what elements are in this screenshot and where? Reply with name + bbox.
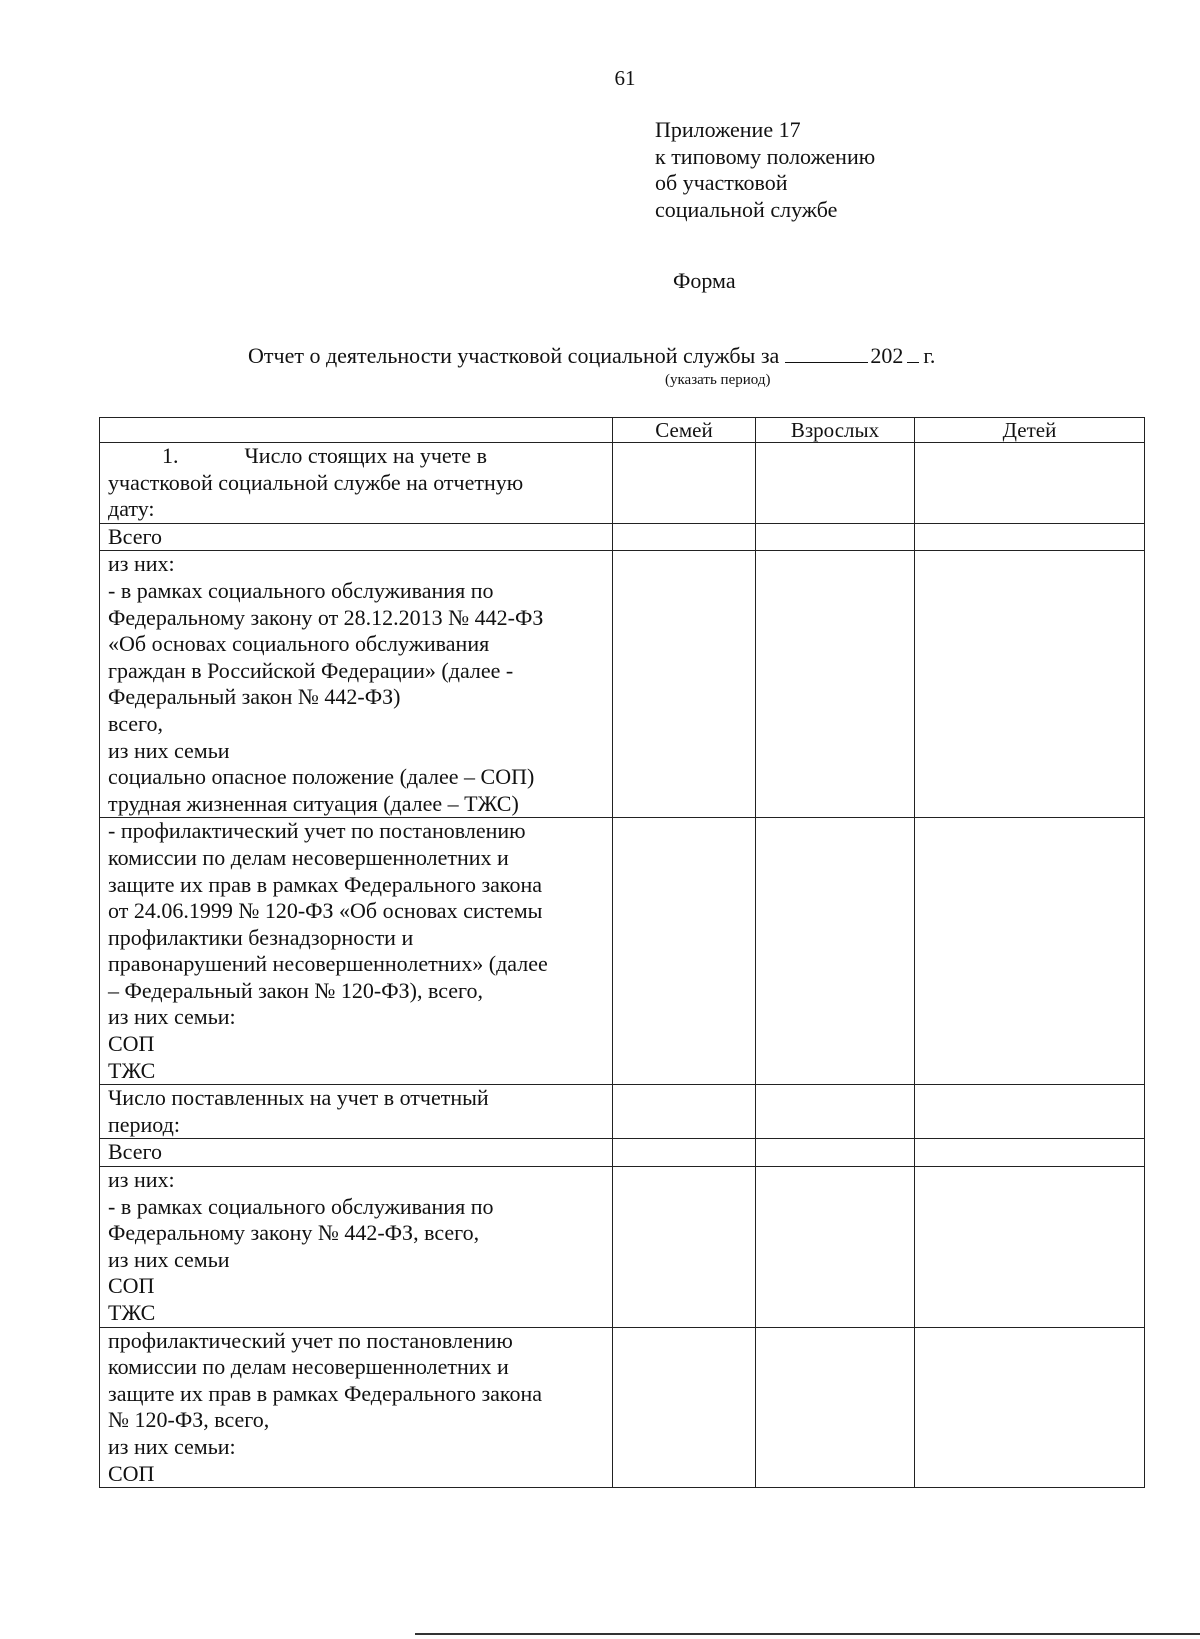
row-label-line: период: [108,1111,180,1137]
row-label-cell [100,1139,613,1167]
row-label-line: комиссии по делам несовершеннолетних и [108,1354,509,1380]
row-label-line: Всего [108,1139,162,1165]
row-label-line: - в рамках социального обслуживания по [108,1193,494,1219]
row-label-line: из них семьи [108,737,230,763]
value-cell-children[interactable] [915,551,1145,818]
row-label-line: из них: [108,1167,175,1193]
row-label-line: участковой социальной службе на отчетную [108,469,524,495]
value-cell-families[interactable] [613,1085,756,1139]
row-label-line: Число поставленных на учет в отчетный [108,1085,489,1111]
table-row [100,1167,1145,1328]
row-label-line: - профилактический учет по постановлению [108,818,526,844]
row-label-line: из них семьи [108,1246,230,1272]
row-label-cell [100,818,613,1085]
column-header-children: Детей [915,418,1145,443]
row-label-line: «Об основах социального обслуживания [108,631,490,657]
value-cell-families[interactable] [613,1327,756,1488]
form-label: Форма [673,268,736,293]
value-cell-adults[interactable] [756,523,915,551]
row-label-line: № 120-ФЗ, всего, [108,1407,270,1433]
row-label-line: профилактики безнадзорности и [108,924,414,950]
table-row [100,818,1145,1085]
table-row [100,1139,1145,1167]
report-table [99,417,1145,1488]
row-label-cell [100,1327,613,1488]
value-cell-families[interactable] [613,1167,756,1328]
value-cell-families[interactable] [613,443,756,524]
row-label-line: 1. Число стоящих на учете в [162,443,487,468]
row-label-line: ТЖС [108,1300,156,1325]
report-title [248,343,935,369]
row-label-line: трудная жизненная ситуация (далее – ТЖС) [108,790,519,816]
row-label-cell [100,523,613,551]
appendix-line: Приложение 17 [655,117,801,142]
value-cell-adults[interactable] [756,818,915,1085]
row-label-line: ТЖС [108,1057,156,1083]
appendix-line: об участковой [655,170,788,195]
report-year-suffix: г. [923,343,936,368]
row-label-line: – Федеральный закон № 120-ФЗ), всего, [108,977,483,1003]
table-row [100,1085,1145,1139]
value-cell-families[interactable] [613,551,756,818]
value-cell-families[interactable] [613,523,756,551]
column-header-families: Семей [613,418,756,443]
row-label-line: дату: [108,496,155,522]
row-label-line: СОП [108,1460,155,1486]
row-label-cell [100,1085,613,1139]
row-label-line: граждан в Российской Федерации» (далее - [108,657,514,683]
appendix-line: социальной службе [655,196,838,222]
row-label-line: из них семьи: [108,1433,236,1459]
value-cell-adults[interactable] [756,1167,915,1328]
value-cell-children[interactable] [915,1167,1145,1328]
column-header-adults: Взрослых [756,418,915,443]
value-cell-children[interactable] [915,1139,1145,1167]
period-blank [785,344,868,363]
row-label-cell [100,551,613,818]
row-label-line: профилактический учет по постановлению [108,1327,513,1353]
table-row [100,1327,1145,1488]
value-cell-children[interactable] [915,1327,1145,1488]
page-number: 61 [614,66,636,90]
row-label-line: от 24.06.1999 № 120-ФЗ «Об основах системы [108,898,543,924]
row-label-line: Федеральному закону от 28.12.2013 № 442-ФЗ [108,604,544,630]
value-cell-children[interactable] [915,1085,1145,1139]
table-row [100,523,1145,551]
value-cell-children[interactable] [915,443,1145,524]
value-cell-adults[interactable] [756,1327,915,1488]
value-cell-families[interactable] [613,1139,756,1167]
report-title-text: Отчет о деятельности участковой социальной службы за [248,343,780,368]
row-label-line: правонарушений несовершеннолетних» (далее [108,951,548,977]
appendix-line: к типовому положению [655,143,876,169]
column-header [100,418,613,443]
table-row [100,551,1145,818]
row-label-cell [100,443,613,524]
footer-rule [415,1633,1200,1635]
table-row [100,443,1145,524]
row-label-line: защите их прав в рамках Федерального закона [108,871,543,897]
value-cell-children[interactable] [915,523,1145,551]
row-label-line: из них семьи: [108,1004,236,1030]
row-label-line: - в рамках социального обслуживания по [108,577,494,603]
row-label-line: комиссии по делам несовершеннолетних и [108,844,509,870]
value-cell-adults[interactable] [756,551,915,818]
value-cell-children[interactable] [915,818,1145,1085]
row-label-line: из них: [108,551,175,577]
row-label-line: всего, [108,710,164,736]
row-label-line: СОП [108,1031,155,1057]
row-label-cell [100,1167,613,1328]
appendix-header [655,117,875,223]
report-year: 202 [870,343,904,368]
row-label-line: Федеральному закону № 442-ФЗ, всего, [108,1220,480,1246]
period-hint: (указать период) [665,372,771,388]
value-cell-adults[interactable] [756,443,915,524]
value-cell-adults[interactable] [756,1139,915,1167]
row-label-line: Федеральный закон № 442-ФЗ) [108,684,401,710]
row-label-line: защите их прав в рамках Федерального закона [108,1380,543,1406]
year-blank [907,344,919,363]
row-label-line: Всего [108,523,162,549]
value-cell-families[interactable] [613,818,756,1085]
table-header-row [100,418,1145,443]
row-label-line: социально опасное положение (далее – СОП) [108,764,535,790]
row-label-line: СОП [108,1273,155,1299]
value-cell-adults[interactable] [756,1085,915,1139]
